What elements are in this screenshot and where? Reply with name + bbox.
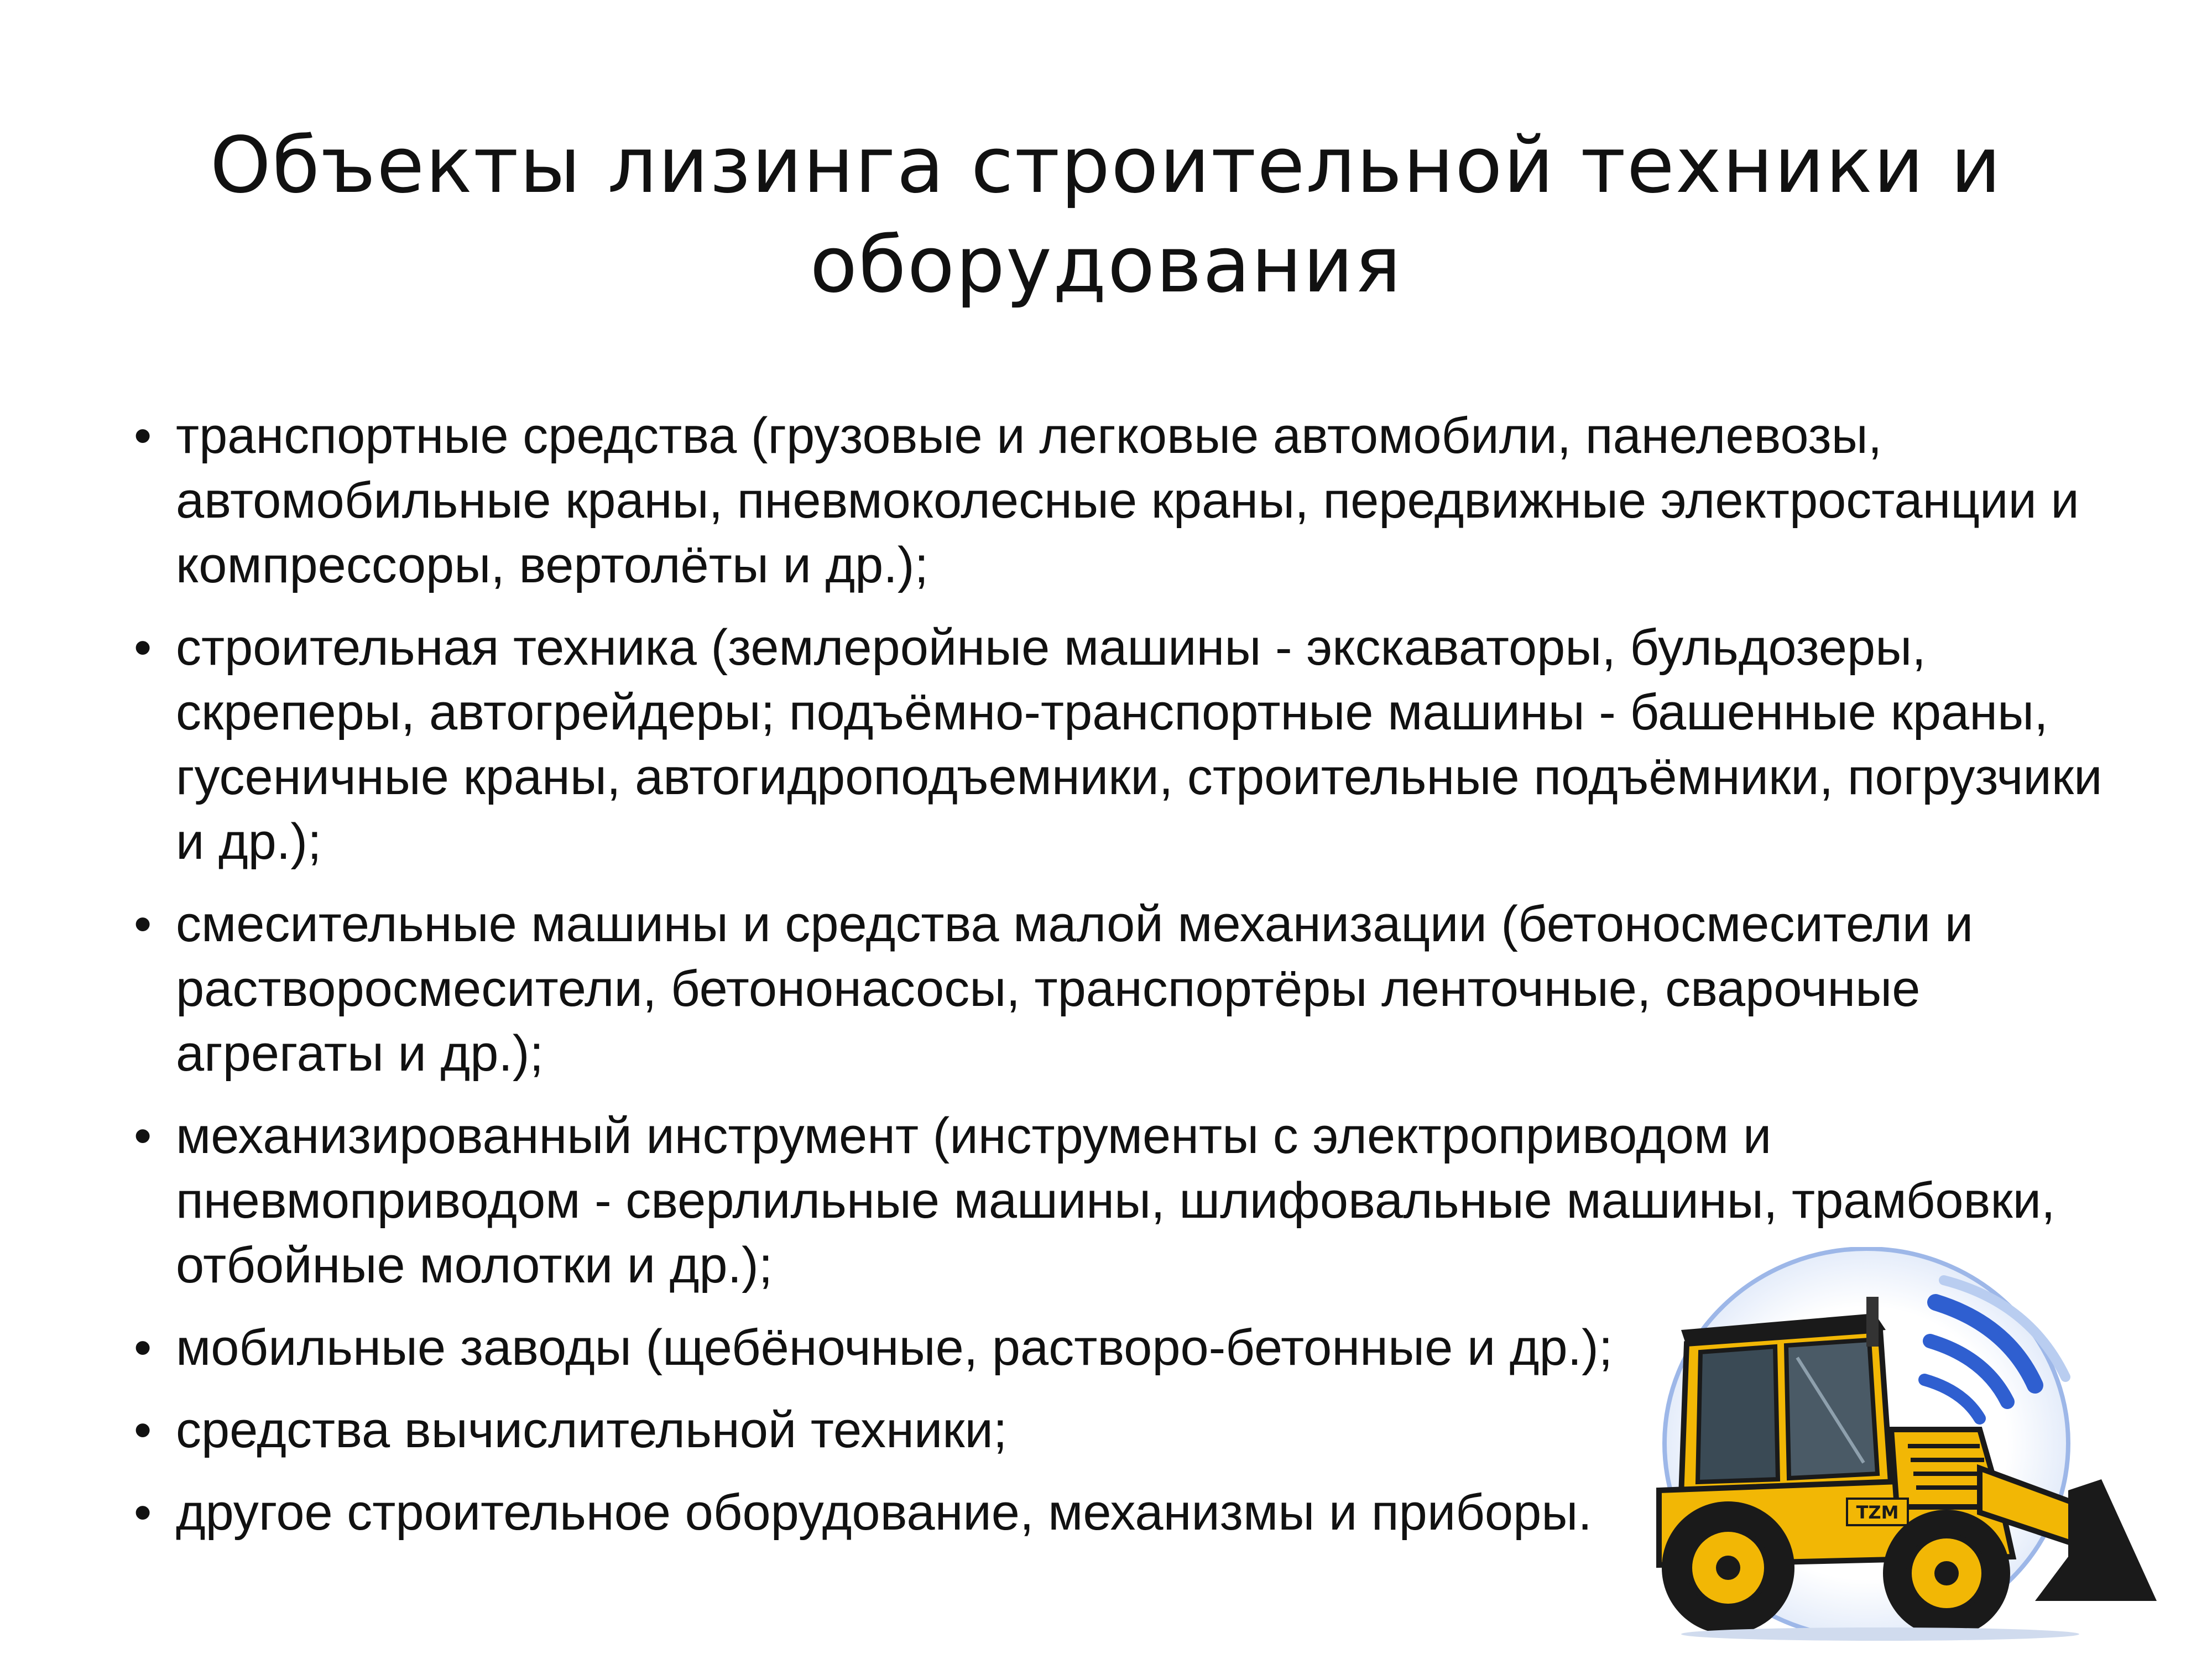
bullet-item	[127, 615, 2129, 874]
bullet-marker: •	[134, 408, 152, 464]
bullet-marker: •	[134, 1108, 152, 1164]
bullet-marker: •	[134, 1484, 152, 1541]
bullet-text: смесительные машины и средства малой механизации (бетоносмесители и растворосмесители, бетононасосы, транспортёры ленточные, сварочные агрегаты и др.);	[176, 896, 1974, 1082]
bullet-marker: •	[134, 1319, 152, 1376]
bullet-text: механизированный инструмент (инструменты с электроприводом и пневмоприводом - сверлильные машины, шлифовальные машины, трамбовки, отбойные молотки и др.);	[176, 1108, 2056, 1293]
bullet-item	[127, 892, 2129, 1086]
bullet-marker: •	[134, 896, 152, 952]
bullet-text: строительная техника (землеройные машины - экскаваторы, бульдозеры, скреперы, автогрейдеры; подъёмно-транспортные машины - башенные краны, гусеничные краны, автогидроподъемники, строительные подъёмники, погрузчики и др.);	[176, 619, 2103, 870]
backhoe-loader-icon	[1648, 1247, 2168, 1645]
slide-title: Объекты лизинга строительной техники и оборудования	[210, 121, 2002, 310]
bullet-text: мобильные заводы (щебёночные, растворо-бетонные и др.);	[176, 1319, 1613, 1376]
bullet-text: транспортные средства (грузовые и легковые автомобили, панелевозы, автомобильные краны, пневмоколесные краны, передвижные электростанции и компрессоры, вертолёты и др.);	[176, 408, 2079, 593]
svg-text:TZM: TZM	[1856, 1502, 1899, 1523]
bullet-text: другое строительное оборудование, механизмы и приборы.	[176, 1484, 1592, 1541]
bullet-item	[127, 404, 2129, 598]
bullet-text: средства вычислительной техники;	[176, 1402, 1008, 1458]
bullet-marker: •	[134, 1402, 152, 1458]
bullet-marker: •	[134, 619, 152, 676]
